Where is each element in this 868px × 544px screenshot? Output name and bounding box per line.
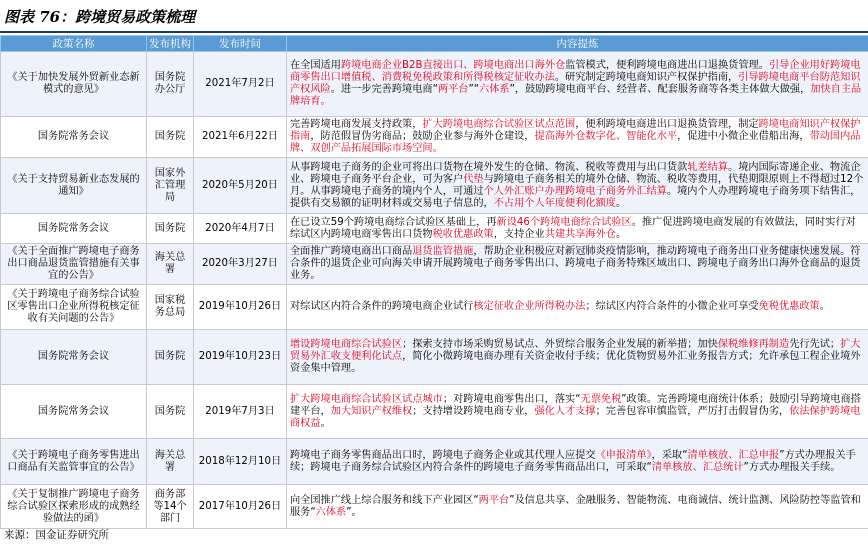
content-text: 监管模式，便利跨境电商进出口退换货管理。: [565, 60, 769, 71]
content-text: ，帮助企业积极应对新冠肺炎疫情影响，推动跨境电子商务出口业务健康快速发展。符合条件的退货企业可向海关申请开展跨境电子商务零售出口、跨境电子商务特殊区域出口、跨境电子商务出口海外仓商品的退货业务。: [290, 246, 861, 281]
content-text: ；探索支持市场采购贸易试点、外贸综合服务企业发展的新举措；加快: [402, 339, 718, 350]
highlighted-text: 轧差结算: [687, 161, 729, 173]
content-cell: [287, 330, 868, 385]
content-text: 。研究制定跨境电商知识产权保护指南，: [554, 72, 739, 83]
table-row: [1, 439, 868, 485]
content-text: ；综试区内符合条件的小微企业可享受: [585, 301, 759, 312]
table-row: [1, 117, 868, 158]
table-row: [1, 52, 868, 117]
issuer-cell: 国务院: [147, 330, 194, 385]
header-issuer: 发布机构: [147, 36, 194, 52]
highlighted-text: 共建共享海外仓: [544, 228, 616, 240]
content-cell: [287, 214, 868, 244]
date-cell: 2020年3月27日: [194, 244, 287, 285]
content-text: 。: [320, 417, 331, 429]
highlighted-text: 增设跨境电商综合试验区: [290, 339, 403, 350]
content-text: ；支持增设跨境电商专业，: [412, 405, 535, 417]
issuer-cell: 国务院: [147, 117, 194, 158]
highlighted-text: 扩大跨境电商综合试验区试点范围: [422, 119, 576, 130]
content-cell: [287, 485, 868, 529]
content-text: 。进一步完善跨境电商“: [330, 84, 438, 95]
highlighted-text: 加快自主品牌培育。: [290, 84, 862, 107]
highlighted-text: 核定征收企业所得税办法: [473, 301, 586, 312]
content-text: 跨境电子商务零售商品出口时，跨境电子商务企业或其代理人应提交: [290, 449, 596, 461]
source-note: 来源：国金证券研究所: [4, 529, 109, 541]
policy-name-cell: 国务院常务会议: [1, 330, 147, 385]
highlighted-text: 清单核放、汇总申报: [687, 449, 780, 461]
date-cell: 2017年10月26日: [194, 485, 287, 529]
content-text: ；对跨境电商零售出口，落实“: [442, 393, 581, 405]
content-text: ”，鼓励跨境电商平台、经营者、配套服务商等各类主体做大做强，: [509, 84, 811, 95]
highlighted-text: 不占用个人年度便利化额度: [493, 197, 616, 209]
header-date: 发布时间: [194, 36, 287, 52]
highlighted-text: 六体系: [479, 84, 510, 95]
policy-table: [0, 35, 868, 529]
highlighted-text: 个人外汇账户办理跨境电子商务外汇结算: [483, 185, 667, 197]
content-text: ，简化小微跨境电商办理有关资金收付手续；优化货物贸易外汇业务报告方式；允许承包工程企业境外资金集中管理。: [290, 351, 861, 374]
policy-name-cell: 《关于支持贸易新业态发展的通知》: [1, 158, 147, 214]
content-text: ”。: [346, 506, 362, 518]
issuer-cell: 国务院: [147, 385, 194, 439]
issuer-cell: 商务部等14个部门: [147, 485, 194, 529]
policy-name-cell: 国务院常务会议: [1, 117, 147, 158]
highlighted-text: 跨境电商知识产权保护指南: [290, 119, 861, 142]
content-text: ，采取“: [651, 449, 688, 461]
highlighted-text: 提高海外仓数字化、智能化水平: [534, 131, 678, 142]
content-text: 。境内个人办理跨境电子商务项下结售汇，提供有交易额的证明材料或交易电子信息的，: [290, 185, 861, 209]
content-text: 与跨境电子商务相关的境外仓储、物流、税收等费用，代垫期限原则上不得超过12个月。从事跨境电子商务的境内个人，可通过: [290, 173, 864, 197]
title-divider: [0, 31, 868, 33]
highlighted-text: 《申报清单》: [595, 449, 652, 461]
content-text: 在已设立59个跨境电商综合试验区基础上，再: [290, 216, 497, 228]
issuer-cell: 国家外汇管理局: [147, 158, 194, 214]
content-text: 向全国推广线上综合服务和线下产业园区“: [290, 494, 479, 506]
content-text: ，促进中小微企业借船出海，: [677, 131, 810, 142]
content-text: ，便利跨境电商进出口退换货管理，制定: [575, 119, 759, 130]
highlighted-text: 免税优惠政策: [758, 301, 820, 312]
content-cell: [287, 244, 868, 285]
highlighted-text: 两平台: [437, 84, 469, 95]
content-text: ”及信息共享、金融服务、智能物流、电商诚信、统计监测、风险防控等监管和服务“: [290, 494, 861, 518]
header-content: 内容提炼: [287, 36, 868, 52]
date-cell: 2019年10月23日: [194, 330, 287, 385]
table-header-row: [1, 36, 868, 52]
date-cell: 2020年5月20日: [194, 158, 287, 214]
highlighted-text: 扩大贸易外汇收支便利化试点: [290, 339, 861, 362]
content-cell: [287, 52, 868, 117]
header-policy-name: 政策名称: [1, 36, 147, 52]
table-row: [1, 214, 868, 244]
highlighted-text: 依法保护跨境电商权益: [290, 405, 861, 429]
content-cell: [287, 385, 868, 439]
date-cell: 2019年10月26日: [194, 285, 287, 330]
content-text: 在全国适用: [290, 60, 341, 71]
content-text: ，支持企业: [493, 228, 545, 240]
issuer-cell: 国家税务总局: [147, 285, 194, 330]
date-cell: 2019年7月3日: [194, 385, 287, 439]
highlighted-text: 保税维修再制造: [717, 339, 790, 350]
date-cell: 2021年6月22日: [194, 117, 287, 158]
highlighted-text: 新设46个跨境电商综合试验区: [496, 216, 632, 228]
issuer-cell: 海关总署: [147, 244, 194, 285]
content-text: 对综试区内符合条件的跨境电商企业试行: [290, 301, 474, 312]
content-text: 完善跨境电商发展支持政策，: [290, 119, 423, 130]
policy-name-cell: 《关于跨境电子商务综合试验区零售出口企业所得税核定征收有关问题的公告》: [1, 285, 147, 330]
date-cell: 2018年12月10日: [194, 439, 287, 485]
content-cell: [287, 439, 868, 485]
highlighted-text: 清单核放、汇总统计: [651, 461, 744, 473]
table-body: [1, 52, 868, 529]
highlighted-text: 六体系: [315, 506, 347, 518]
issuer-cell: 国务院: [147, 214, 194, 244]
content-text: ”“: [468, 84, 480, 95]
date-cell: 2021年7月2日: [194, 52, 287, 117]
content-text: ”政策。完善跨境电商统计体系；鼓励引导跨境电商搭建平台，: [290, 393, 861, 417]
highlighted-text: 扩大跨境电商综合试验区试点城市: [290, 393, 443, 405]
policy-name-cell: 国务院常务会议: [1, 214, 147, 244]
content-text: 。推广促进跨境电商发展的有效做法，同时实行对综试区内跨境电商零售出口货物: [290, 216, 856, 240]
policy-name-cell: 《关于加快发展外贸新业态新模式的意见》: [1, 52, 147, 117]
content-text: ；完善包容审慎监管，严厉打击假冒伪劣，: [595, 405, 790, 417]
chart-title: 图表 76：跨境贸易政策梳理: [4, 8, 196, 26]
highlighted-text: 带动国内品牌、双创产品拓展国际市场空间。: [290, 131, 861, 154]
content-cell: [287, 117, 868, 158]
highlighted-text: 退货监管措施: [412, 246, 474, 257]
table-row: [1, 158, 868, 214]
policy-name-cell: 《关于跨境电子商务零售进出口商品有关监管事宜的公告》: [1, 439, 147, 485]
date-cell: 2020年4月7日: [194, 214, 287, 244]
highlighted-text: 跨境电商企业B2B直接出口、跨境电商出口海外仓: [340, 60, 566, 71]
content-text: ”方式办理报关手续。: [743, 461, 841, 473]
content-text: 。: [616, 197, 627, 209]
content-text: ，防范假冒伪劣商品；鼓励企业参与海外仓建设，: [310, 131, 535, 142]
highlighted-text: 无票免税: [580, 393, 622, 405]
highlighted-text: 引导跨境电商平台防范知识产权风险: [290, 72, 861, 95]
policy-name-cell: 《关于全面推广跨境电子商务出口商品退货监管措施有关事宜的公告》: [1, 244, 147, 285]
policy-name-cell: 国务院常务会议: [1, 385, 147, 439]
table-row: [1, 385, 868, 439]
content-text: 全面推广跨境电商出口商品: [290, 246, 413, 257]
highlighted-text: 税收优惠政策: [432, 228, 494, 240]
content-text: 。: [819, 301, 830, 312]
highlighted-text: 两平台: [478, 494, 510, 506]
highlighted-text: 加大知识产权维权: [330, 405, 413, 417]
table-row: [1, 485, 868, 529]
policy-name-cell: 《关于复制推广跨境电子商务综合试验区探索形成的成熟经验做法的函》: [1, 485, 147, 529]
issuer-cell: 国务院办公厅: [147, 52, 194, 117]
content-text: 。: [616, 228, 627, 240]
content-cell: [287, 158, 868, 214]
issuer-cell: 海关总署: [147, 439, 194, 485]
content-cell: [287, 285, 868, 330]
table-row: [1, 244, 868, 285]
content-text: 。境内国际寄递企业、物流企业、跨境电子商务平台企业，可为客户: [290, 161, 861, 185]
content-text: ”方式办理报关手续；跨境电子商务综合试验区内符合条件的跨境电子商务零售商品出口，可采取“: [290, 449, 856, 473]
content-text: 先行先试；: [789, 339, 841, 350]
content-text: 从事跨境电子商务的企业可将出口货物在境外发生的仓储、物流、税收等费用与出口货款: [290, 161, 688, 173]
highlighted-text: 强化人才支撑: [534, 405, 596, 417]
table-row: [1, 330, 868, 385]
table-row: [1, 285, 868, 330]
highlighted-text: 代垫: [463, 173, 484, 185]
highlighted-text: 引导企业用好跨境电商零售出口增值税、消费税免税政策和所得税核定征收办法: [290, 60, 861, 83]
